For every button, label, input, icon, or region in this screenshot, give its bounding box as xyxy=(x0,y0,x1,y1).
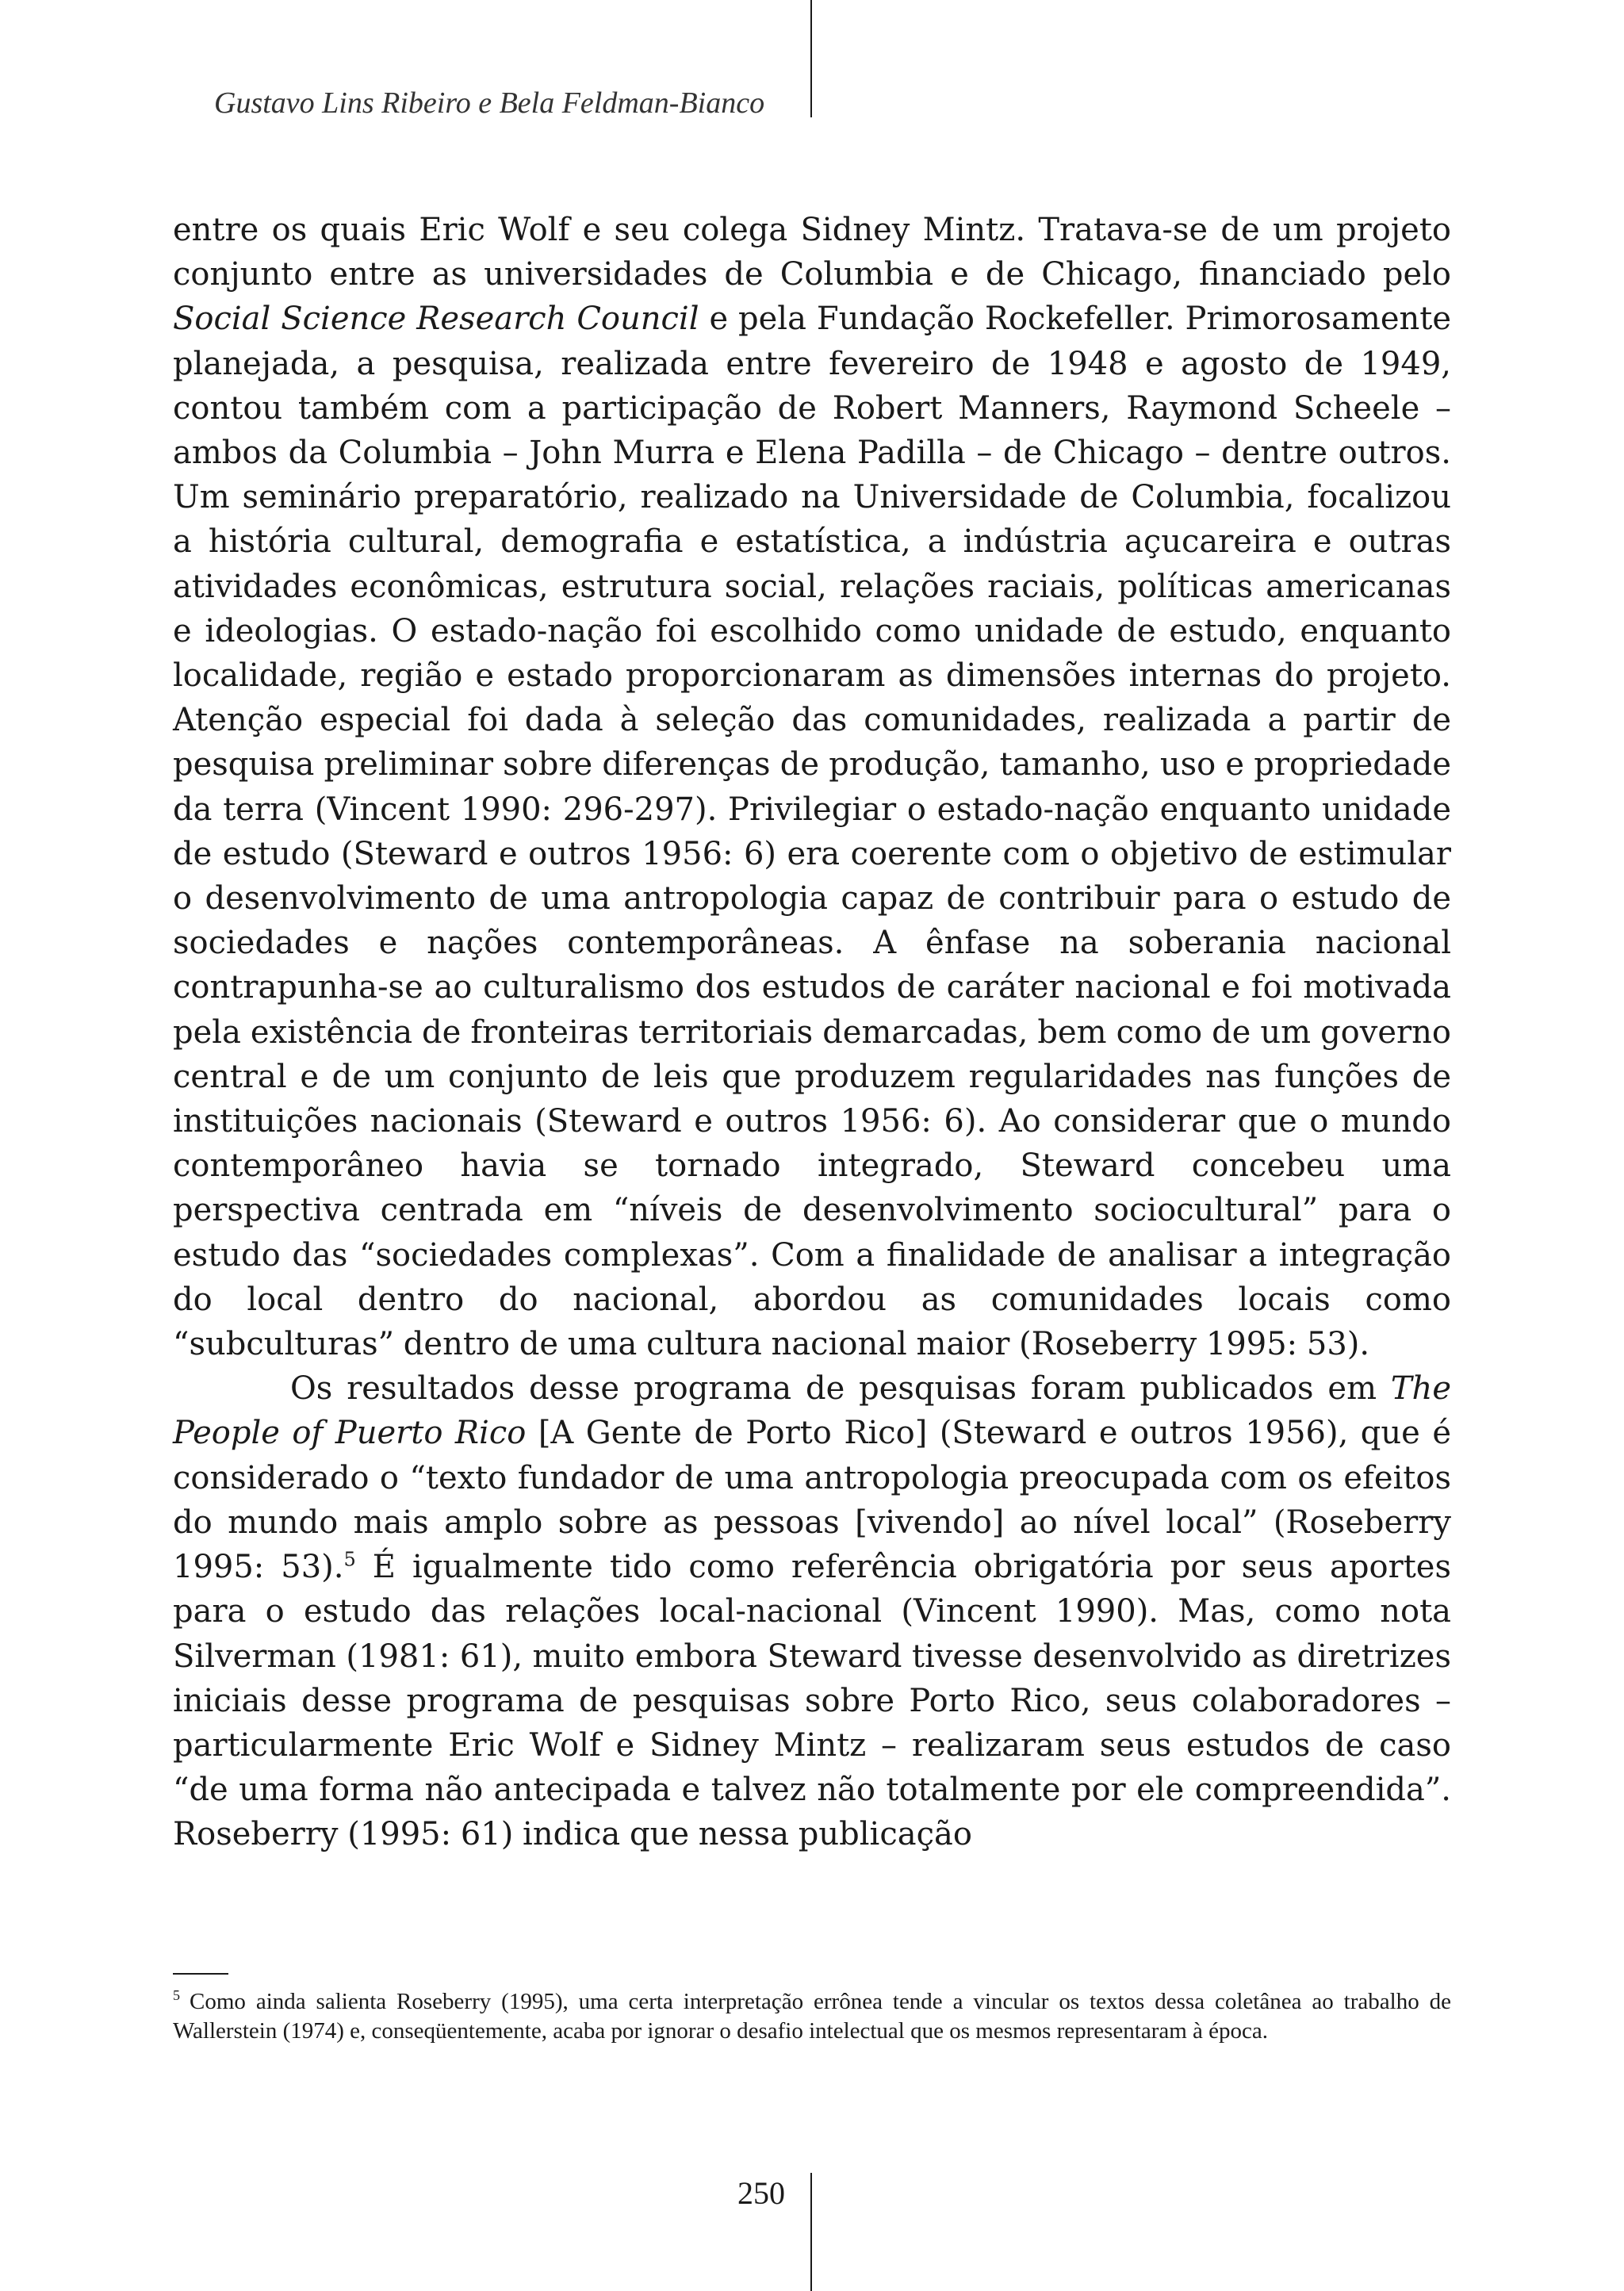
footnote-separator xyxy=(173,1973,228,1975)
main-text xyxy=(173,208,1451,1857)
paragraph-2 xyxy=(173,1366,1451,1856)
top-vertical-rule xyxy=(810,0,812,117)
footnote-number: 5 xyxy=(173,1987,180,2004)
footnote xyxy=(173,1987,1451,2046)
running-head: Gustavo Lins Ribeiro e Bela Feldman-Bianco xyxy=(214,86,765,120)
paragraph-1 xyxy=(173,208,1451,1366)
paragraph-2-italic-title: The People of Puerto Rico xyxy=(173,1370,1451,1452)
footnote-reference: 5 xyxy=(343,1548,356,1571)
paragraph-1-text-a: entre os quais Eric Wolf e seu colega Sidney Mintz. Tratava-se de um projeto conjunto entre as universidades de Columbia e de Chicago, financiado pelo xyxy=(173,212,1451,293)
page-number: 250 xyxy=(737,2175,785,2211)
bottom-vertical-rule xyxy=(810,2173,812,2291)
paragraph-1-italic-title: Social Science Research Council xyxy=(173,301,699,338)
paragraph-1-text-b: e pela Fundação Rockefeller. Primorosamente planejada, a pesquisa, realizada entre fevereiro de 1948 e agosto de 1949, contou também com a participação de Robert Manners, Raymond Scheele – ambos da Columbia – John Murra e Elena Padilla – de Chicago – dentre outros. Um seminário preparatório, realizado na Universidade de Columbia, focalizou a história cultural, demografia e estatística, a indústria açucareira e outras atividades econômicas, estrutura social, relações raciais, políticas americanas e ideologias. O estado-nação foi escolhido como unidade de estudo, enquanto localidade, região e estado proporcionaram as dimensões internas do projeto. Atenção especial foi dada à seleção das comunidades, realizada a partir de pesquisa preliminar sobre diferenças de produção, tamanho, uso e propriedade da terra (Vincent 1990: 296-297). Privilegiar o estado-nação enquanto unidade de estudo (Steward e outros 1956: 6) era coerente com o objetivo de estimular o desenvolvimento de uma antropologia capaz de contribuir para o estudo de sociedades e nações contemporâneas. A ênfase na soberania nacional contrapunha-se ao culturalismo dos estudos de caráter nacional e foi motivada pela existência de fronteiras territoriais demarcadas, bem como de um governo central e de um conjunto de leis que produzem regularidades nas funções de instituições nacionais (Steward e outros 1956: 6). Ao considerar que o mundo contemporâneo havia se tornado integrado, Steward concebeu uma perspectiva centrada em “níveis de desenvolvimento sociocultural” para o estudo das “sociedades complexas”. Com a finalidade de analisar a integração do local dentro do nacional, abordou as comunidades locais como “subculturas” dentro de uma cultura nacional maior (Roseberry 1995: 53). xyxy=(173,301,1451,1363)
paragraph-2-text-a: Os resultados desse programa de pesquisas foram publicados em xyxy=(290,1370,1391,1408)
footnote-text: Como ainda salienta Roseberry (1995), uma certa interpretação errônea tende a vincular os textos dessa coletânea ao trabalho de Wallerstein (1974) e, conseqüentemente, acaba por ignorar o desafio intelectual que os mesmos representaram à época. xyxy=(173,1989,1451,2044)
paragraph-2-text-c: É igualmente tido como referência obrigatória por seus aportes para o estudo das relações local-nacional (Vincent 1990). Mas, como nota Silverman (1981: 61), muito embora Steward tivesse desenvolvido as diretrizes iniciais desse programa de pesquisas sobre Porto Rico, seus colaboradores – particularmente Eric Wolf e Sidney Mintz – realizaram seus estudos de caso “de uma forma não antecipada e talvez não totalmente por ele compreendida”. Roseberry (1995: 61) indica que nessa publicação xyxy=(173,1549,1451,1853)
paragraph-2-text-b: [A Gente de Porto Rico] (Steward e outros 1956), que é considerado o “texto fundador de uma antropologia preocupada com os efeitos do mundo mais amplo sobre as pessoas [vivendo] ao nível local” (Roseberry 1995: 53). xyxy=(173,1415,1451,1586)
